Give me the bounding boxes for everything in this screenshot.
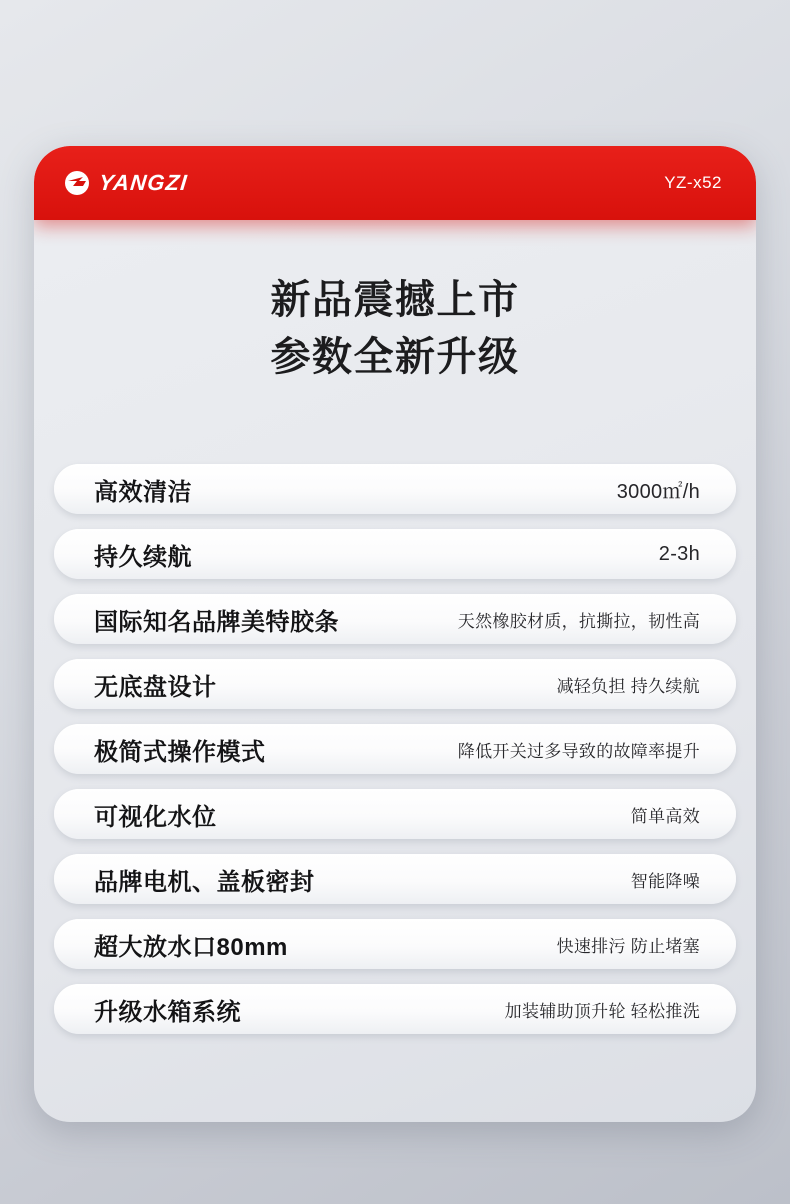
brand-block: [64, 170, 188, 196]
list-item: [54, 919, 736, 969]
spec-title: 国际知名品牌美特胶条: [94, 608, 339, 636]
spec-title: 品牌电机、盖板密封: [94, 868, 315, 896]
spec-value: 减轻负担 持久续航: [556, 676, 700, 696]
list-item: [54, 464, 736, 514]
spec-title: 可视化水位: [94, 803, 217, 831]
spec-title: 超大放水口80mm: [94, 933, 288, 961]
yangzi-circle-logo-icon: [64, 170, 90, 196]
list-item: [54, 789, 736, 839]
spec-title: 升级水箱系统: [94, 998, 241, 1026]
spec-value: 3000㎡/h: [616, 480, 700, 503]
list-item: [54, 984, 736, 1034]
product-card: [34, 146, 756, 1122]
spec-title: 无底盘设计: [94, 673, 217, 701]
spec-value: 天然橡胶材质，抗撕拉，韧性高: [457, 611, 700, 631]
list-item: [54, 659, 736, 709]
headline-line-2: 参数全新升级: [270, 334, 520, 379]
spec-title: 高效清洁: [94, 478, 192, 506]
list-item: [54, 594, 736, 644]
spec-value: 降低开关过多导致的故障率提升: [457, 741, 700, 761]
brand-name: YANGZI: [97, 170, 190, 195]
headline-line-1: 新品震撼上市: [270, 278, 520, 322]
spec-title: 极简式操作模式: [94, 738, 266, 766]
spec-value: 简单高效: [630, 806, 700, 826]
spec-value: 加装辅助顶升轮 轻松推洗: [504, 1001, 700, 1021]
spec-value: 快速排污 防止堵塞: [556, 936, 700, 956]
list-item: [54, 529, 736, 579]
list-item: [54, 724, 736, 774]
list-item: [54, 854, 736, 904]
spec-title: 持久续航: [94, 543, 192, 571]
spec-value: 智能降噪: [630, 871, 700, 891]
page-title: [34, 272, 756, 386]
model-number: YZ-x52: [664, 173, 722, 192]
spec-value: 2-3h: [658, 542, 700, 565]
card-header: [34, 146, 756, 220]
spec-list: [54, 464, 736, 1049]
